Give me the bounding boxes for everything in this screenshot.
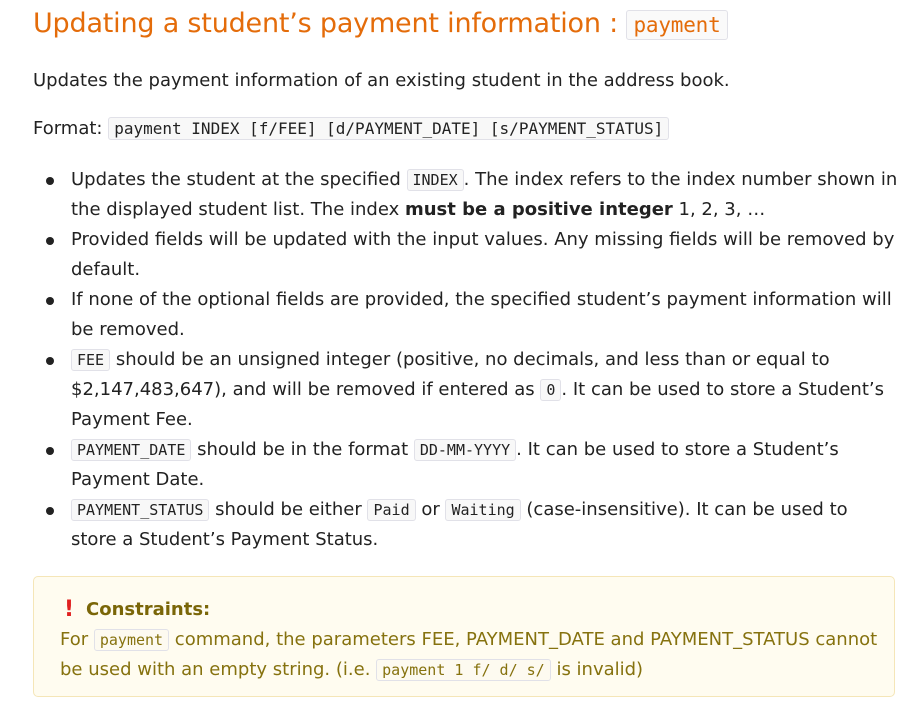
inline-code: payment [94,629,169,651]
section-heading-text: Updating a student’s payment information : [33,8,627,39]
list-item: If none of the optional fields are provided, the specified student’s payment information will be removed. [71,285,898,345]
list-item: Updates the student at the specified INDEX . The index refers to the index number shown in the displayed student list. The index must be a positive integer 1, 2, 3, … [71,165,898,225]
list-item: PAYMENT_STATUS should be either Paid or Waiting (case-insensitive). It can be used to store a Student’s Payment Status. [71,495,898,555]
inline-code: FEE [71,349,110,371]
constraints-callout [33,576,895,697]
inline-code: Waiting [445,499,520,521]
list-item: FEE should be an unsigned integer (positive, no decimals, and less than or equal to $2,147,483,647), and will be removed if entered as 0 . It can be used to store a Student’s Payment Fee. [71,345,898,435]
section-heading-command: payment [626,10,727,40]
inline-code: Paid [367,499,415,521]
format-line [33,118,669,139]
callout-title: ! Constraints: [60,595,894,625]
section-description: Updates the payment information of an existing student in the address book. [33,70,730,91]
format-label: Format: [33,118,103,139]
notes-list [33,165,898,555]
format-code: payment INDEX [f/FEE] [d/PAYMENT_DATE] [s/PAYMENT_STATUS] [108,117,669,140]
list-item: Provided fields will be updated with the input values. Any missing fields will be removed by default. [71,225,898,285]
bold-text: must be a positive integer [404,199,673,220]
inline-code: PAYMENT_DATE [71,439,191,461]
callout-body: For payment command, the parameters FEE, PAYMENT_DATE and PAYMENT_STATUS cannot be used with an empty string. (i.e. payment 1 f/ d/ s/ is invalid) [60,629,878,680]
list-item: PAYMENT_DATE should be in the format DD-MM-YYYY . It can be used to store a Student’s Payment Date. [71,435,898,495]
exclamation-icon: ! [63,597,75,622]
inline-code: INDEX [407,169,464,191]
inline-code: DD-MM-YYYY [414,439,516,461]
section-heading [33,8,728,39]
inline-code: payment 1 f/ d/ s/ [376,659,551,681]
inline-code: PAYMENT_STATUS [71,499,209,521]
inline-code: 0 [540,379,561,401]
